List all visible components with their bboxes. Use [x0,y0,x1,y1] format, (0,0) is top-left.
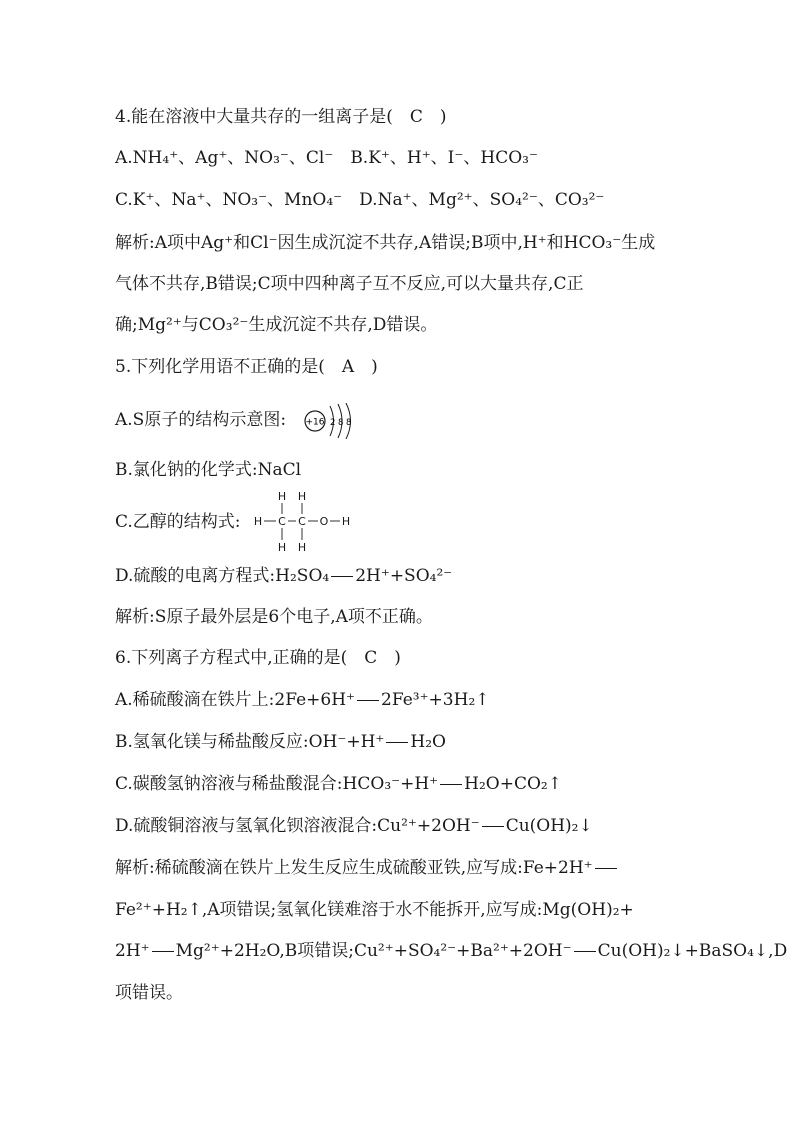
shell-3-electrons: 8 [346,418,352,428]
shell-2-electrons: 8 [338,418,344,428]
q4-options-cd: C.K⁺、Na⁺、NO₃⁻、MnO₄⁻ D.Na⁺、Mg²⁺、SO₄²⁻、CO₃²⁻ [115,190,605,210]
equals-bar [331,576,353,577]
q4-options-ab: A.NH₄⁺、Ag⁺、NO₃⁻、Cl⁻ B.K⁺、H⁺、I⁻、HCO₃⁻ [115,148,538,168]
atom-c-2: C [298,515,306,528]
q5-option-b: B.氯化钠的化学式:NaCl [115,460,302,480]
q6-analysis-line2: Fe²⁺+H₂↑,A项错误;氢氧化镁难溶于水不能拆开,应写成:Mg(OH)₂+ [115,900,634,920]
atom-h-bottom-1: H [277,541,287,554]
equals-bar [482,826,504,827]
atom-c-1: C [278,515,286,528]
atom-o: O [319,515,329,528]
ethanol-structural-formula [250,490,360,556]
q5-option-c: C.乙醇的结构式: [115,512,241,532]
atom-h-top-2: H [297,490,307,503]
q6-option-b: B.氢氧化镁与稀盐酸反应:OH⁻+H⁺ H₂O [115,732,446,752]
q6-option-d: D.硫酸铜溶液与氢氧化钡溶液混合:Cu²⁺+2OH⁻ Cu(OH)₂↓ [115,816,593,836]
equals-bar [595,868,617,869]
q4-stem: 4.能在溶液中大量共存的一组离子是( C ) [115,107,447,127]
q5-stem: 5.下列化学用语不正确的是( A ) [115,357,378,377]
q5-option-d: D.硫酸的电离方程式:H₂SO₄ 2H⁺+SO₄²⁻ [115,566,453,586]
equals-bar [152,951,174,952]
q6-option-c: C.碳酸氢钠溶液与稀盐酸混合:HCO₃⁻+H⁺ H₂O+CO₂↑ [115,774,562,794]
equals-bar [386,742,408,743]
equals-bar [440,784,462,785]
nucleus-charge: +16 [305,417,325,428]
shell-1-electrons: 2 [330,418,336,428]
q5-analysis: 解析:S原子最外层是6个电子,A项不正确。 [115,607,433,627]
equals-bar [357,700,379,701]
q5-option-a: A.S原子的结构示意图: [115,410,287,430]
atom-h-right: H [341,515,351,528]
q6-analysis-line4: 项错误。 [115,983,183,1003]
q4-analysis-line1: 解析:A项中Ag⁺和Cl⁻因生成沉淀不共存,A错误;B项中,H⁺和HCO₃⁻生成 [115,233,656,253]
q4-analysis-line2: 气体不共存,B错误;C项中四种离子互不反应,可以大量共存,C正 [115,274,584,294]
q6-analysis-line3: 2H⁺ Mg²⁺+2H₂O,B项错误;Cu²⁺+SO₄²⁻+Ba²⁺+2OH⁻ Cu(OH)₂↓+BaSO₄↓,D [115,941,788,961]
atom-h-bottom-2: H [297,541,307,554]
atom-h-top-1: H [277,490,287,503]
equals-bar [574,951,596,952]
q6-analysis-line1: 解析:稀硫酸滴在铁片上发生反应生成硫酸亚铁,应写成:Fe+2H⁺ [115,857,619,879]
atom-h-left: H [253,515,263,528]
q6-stem: 6.下列离子方程式中,正确的是( C ) [115,648,401,668]
q6-option-a: A.稀硫酸滴在铁片上:2Fe+6H⁺ 2Fe³⁺+3H₂↑ [115,690,490,710]
sulfur-atom-diagram [302,403,358,439]
q4-analysis-line3: 确;Mg²⁺与CO₃²⁻生成沉淀不共存,D错误。 [115,315,438,335]
